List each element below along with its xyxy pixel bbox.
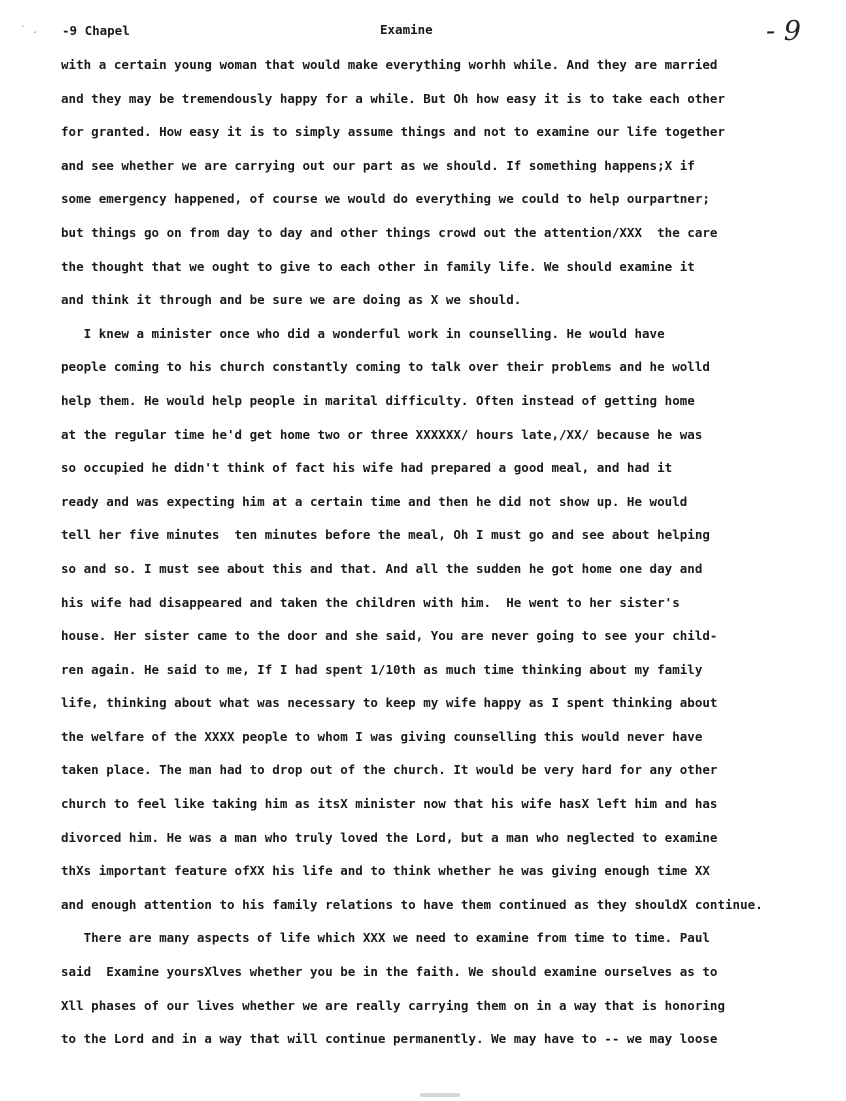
- body-text: [61, 54, 846, 1062]
- text-line: There are many aspects of life which XXX we need to examine from time to time. Paul: [61, 930, 710, 946]
- text-line: church to feel like taking him as itsX minister now that his wife hasX left him and has: [61, 796, 718, 812]
- text-line: taken place. The man had to drop out of the church. It would be very hard for any other: [61, 762, 718, 778]
- text-line: help them. He would help people in marital difficulty. Often instead of getting home: [61, 392, 695, 408]
- text-line: and think it through and be sure we are doing as X we should.: [61, 292, 522, 308]
- text-line: Xll phases of our lives whether we are really carrying them on in a way that is honoring: [61, 997, 726, 1013]
- text-line: and enough attention to his family relations to have them continued as they shouldX continue.: [61, 896, 763, 912]
- text-line: house. Her sister came to the door and she said, You are never going to see your child-: [61, 628, 718, 644]
- header-title: Examine: [380, 22, 433, 37]
- text-line: to the Lord and in a way that will continue permanently. We may have to -- we may loose: [61, 1031, 718, 1047]
- text-line: ren again. He said to me, If I had spent 1/10th as much time thinking about my family: [61, 661, 703, 677]
- corner-marks: ` .: [20, 25, 39, 36]
- text-line: but things go on from day to day and other things crowd out the attention/XXX the care: [61, 224, 718, 240]
- text-line: ready and was expecting him at a certain time and then he did not show up. He would: [61, 493, 688, 509]
- text-line: tell her five minutes ten minutes before the meal, Oh I must go and see about helping: [61, 527, 710, 543]
- text-line: and see whether we are carrying out our part as we should. If something happens;X if: [61, 157, 695, 173]
- text-line: some emergency happened, of course we would do everything we could to help ourpartner;: [61, 191, 710, 207]
- text-line: I knew a minister once who did a wonderful work in counselling. He would have: [61, 325, 665, 341]
- header-page-label: -9 Chapel: [62, 23, 130, 38]
- text-line: so occupied he didn't think of fact his wife had prepared a good meal, and had it: [61, 460, 673, 476]
- text-line: with a certain young woman that would make everything worhh while. And they are married: [61, 57, 718, 72]
- text-line: his wife had disappeared and taken the children with him. He went to her sister's: [61, 594, 680, 610]
- text-line: for granted. How easy it is to simply assume things and not to examine our life together: [61, 124, 726, 140]
- text-line: and they may be tremendously happy for a while. But Oh how easy it is to take each other: [61, 90, 726, 106]
- handwritten-page-number: - 9: [766, 16, 801, 47]
- text-line: divorced him. He was a man who truly loved the Lord, but a man who neglected to examine: [61, 829, 718, 845]
- text-line: the welfare of the XXXX people to whom I was giving counselling this would never have: [61, 728, 703, 744]
- text-line: life, thinking about what was necessary to keep my wife happy as I spent thinking about: [61, 695, 718, 711]
- text-line: people coming to his church constantly coming to talk over their problems and he wolld: [61, 359, 710, 375]
- text-line: said Examine yoursXlves whether you be in the faith. We should examine ourselves as to: [61, 964, 718, 980]
- bottom-smudge: [420, 1093, 460, 1097]
- text-line: the thought that we ought to give to each other in family life. We should examine it: [61, 258, 695, 274]
- text-line: thXs important feature ofXX his life and to think whether he was giving enough time XX: [61, 863, 710, 879]
- text-line: at the regular time he'd get home two or three XXXXXX/ hours late,/XX/ because he was: [61, 426, 703, 442]
- text-line: so and so. I must see about this and that. And all the sudden he got home one day and: [61, 560, 703, 576]
